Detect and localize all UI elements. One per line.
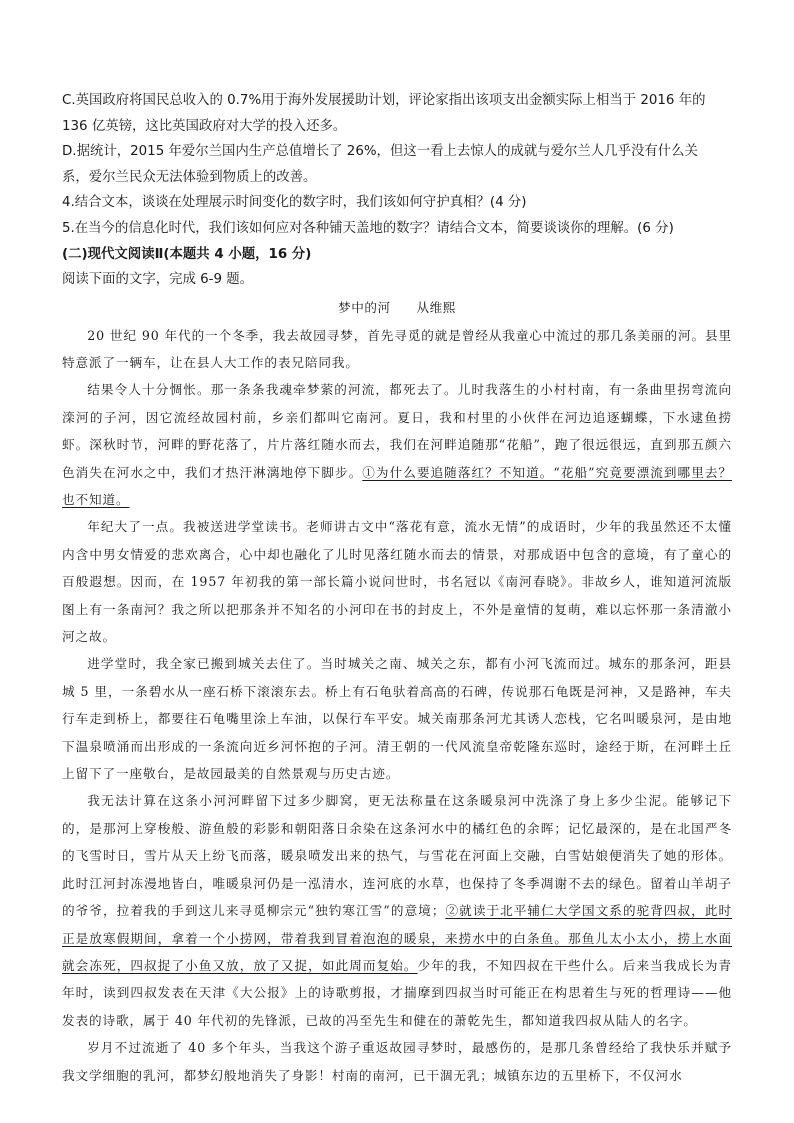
option-d-line-2: 系，爱尔兰民众无法体验到物质上的改善。: [62, 169, 317, 185]
section-instruction: 阅读下面的文字，完成 6-9 题。: [62, 271, 254, 287]
question-block: [62, 88, 732, 242]
article-author: 从维熙: [416, 299, 456, 315]
option-c-line-1: C.英国政府将国民总收入的 0.7%用于海外发展援助计划，评论家指出该项支出金额实际上相当于 2016 年的: [62, 93, 706, 108]
paragraph-2: [62, 376, 732, 513]
paragraph-1: 20 世纪 90 年代的一个冬季，我去故园寻梦，首先寻觅的就是曾经从我童心中流过的那几条美丽的河。县里特意派了一辆车，让在县人大工作的表兄陪同我。: [62, 327, 732, 370]
question-5: 5.在当今的信息化时代，我们该如何应对各种铺天盖地的数字？请结合文本，简要谈谈你的理解。(6 分): [62, 220, 674, 236]
article-title: 梦中的河: [338, 299, 391, 315]
paragraph-2-text: 结果令人十分惆怅。那一条条我魂牵梦萦的河流，都死去了。儿时我落生的小村村南，有一条曲里拐弯流向滦河的子河，因它流经故园村前，乡亲们都叫它南河。夏日，我和村里的小伙伴在河边追逐蝴蝶，下水逮鱼捞虾。深秋时节，河畔的野花落了，片片落红随水而去，我们在河畔追随那“花船”，跑了很远很远，直到那五颜六色消失在河水之中，我们才热汗淋漓地停下脚步。: [62, 382, 732, 480]
section-heading: (二)现代文阅读Ⅱ(本题共 4 小题，16 分): [62, 246, 312, 262]
option-c-line-2: 136 亿英镑，这比英国政府对大学的投入还多。: [62, 118, 347, 134]
paragraph-4: 进学堂时，我全家已搬到城关去住了。当时城关之南、城关之东，都有小河飞流而过。城东的那条河，距县城 5 里，一条碧水从一座石桥下滚滚东去。桥上有石龟驮着高高的石碑，传说那石龟既是河神，又是路神，车夫行车走到桥上，都要往石龟嘴里涂上车油，以保行车平安。城关南那条河尤其诱人恋栈，它名叫暖泉河，是由地下温泉喷涌而出形成的一条流向近乡河怀抱的子河。清王朝的一代风流皇帝乾隆东巡时，途经于斯，在河畔土丘上留下了一座敬台，是故园最美的自然景观与历史古迹。: [62, 656, 732, 782]
article-title-line: [62, 294, 732, 322]
underlined-sentence-1: ①为什么要追随落红？不知道。“花船”究竟要漂流到哪里去？也不知道。: [62, 464, 732, 507]
paragraph-3: 年纪大了一点。我被送进学堂读书。老师讲古文中“落花有意，流水无情”的成语时，少年的我虽然还不太懂内含中男女情爱的悲欢离合，心中却也融化了儿时见落红随水而去的情景，对那成语中包含的意境，有了童心的百般遐想。因而，在 1957 年初我的第一部长篇小说问世时，书名冠以《南河春晓》。非故乡人，谁知道河流版图上有一条南河？我之所以把那条并不知名的小河印在书的封皮上，不外是童情的复萌，难以忘怀那一条清澈小河之故。: [62, 519, 732, 645]
underlined-sentence-2: ②就读于北平辅仁大学国文系的驼背四叔，此时正是放寒假期间，拿着一个小捞网，带着我到冒着泡泡的暖泉，来捞水中的白条鱼。那鱼儿太小太小，捞上水面就会冻死，四叔捉了小鱼又放，放了又捉，如此周而复始。: [62, 903, 732, 973]
paragraph-5-text-b: 少年的我，不知四叔在干些什么。后来当我成长为青年时，读到四叔发表在天津《大公报》上的诗歌剪报，才揣摩到四叔当时可能正在构思着生与死的哲理诗——他发表的诗歌，属于 40 年代初的先锋派，已故的冯至先生和健在的萧乾先生，都知道我四叔从陆人的名字。: [62, 957, 732, 1028]
article-body: [62, 322, 732, 1089]
paragraph-5: [62, 787, 732, 1034]
paragraph-5-text-a: 我无法计算在这条小河河畔留下过多少脚窝，更无法称量在这条暖泉河中洗涤了身上多少尘泥。能够记下的，是那河上穿梭般、游鱼般的彩影和朝阳落日余染在这条河水中的橘红色的余晖；记忆最深的，是在北国严冬的飞雪时日，雪片从天上纷飞而落，暖泉喷发出来的热气，与雪花在河面上交融，白雪姑娘便消失了她的形体。此时江河封冻漫地皆白，唯暖泉河仍是一泓清水，连河底的水草，也保持了冬季凋谢不去的绿色。留着山羊胡子的爷爷，拉着我的手到这儿来寻觅柳宗元“独钓寒江雪”的意境；: [62, 793, 732, 919]
question-4: 4.结合文本，谈谈在处理展示时间变化的数字时，我们该如何守护真相？(4 分): [62, 195, 527, 211]
option-d-line-1: D.据统计，2015 年爱尔兰国内生产总值增长了 26%，但这一看上去惊人的成就与爱尔兰人几乎没有什么关: [62, 144, 698, 160]
paragraph-6: 岁月不过流逝了 40 多个年头，当我这个游子重返故园寻梦时，最感伤的，是那几条曾经给了我快乐并赋予我文学细胞的乳河，都梦幻般地消失了身影！村南的南河，已干涸无乳；城镇东边的五里桥下，不仅河水: [62, 1040, 732, 1083]
